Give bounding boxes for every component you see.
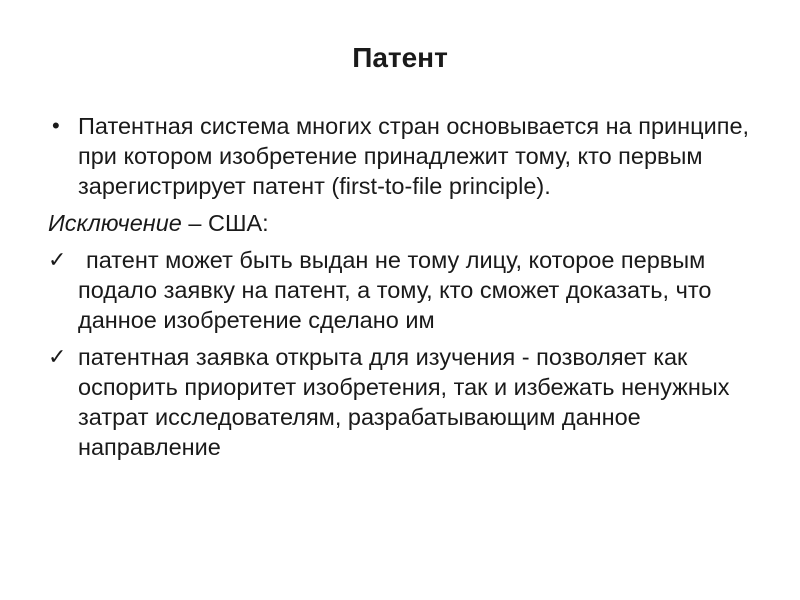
slide-body (48, 111, 768, 469)
bullet-dot-icon: • (52, 113, 60, 138)
check-text: патент может быть выдан не тому лицу, которое первым подало заявку на патент, а тому, кто сможет доказать, что данное изобретение сделано им (78, 247, 712, 333)
bullet-text: Патентная система многих стран основывается на принципе, при котором изобретение принадлежит тому, кто первым зарегистрирует патент (first-to-file principle). (78, 113, 750, 199)
checkmark-icon: ✓ (48, 247, 67, 272)
check-item (48, 245, 768, 335)
checkmark-icon: ✓ (48, 344, 67, 369)
exception-word: Исключение (48, 210, 182, 236)
bullet-item (48, 111, 768, 201)
check-text: патентная заявка открыта для изучения - позволяет как оспорить приоритет изобретения, так и избежать ненужных затрат исследователям, разрабатывающим данное направление (78, 344, 730, 460)
slide-title: Патент (352, 42, 448, 73)
exception-line (48, 208, 768, 238)
check-item (48, 342, 768, 462)
exception-rest: – США: (181, 210, 269, 236)
